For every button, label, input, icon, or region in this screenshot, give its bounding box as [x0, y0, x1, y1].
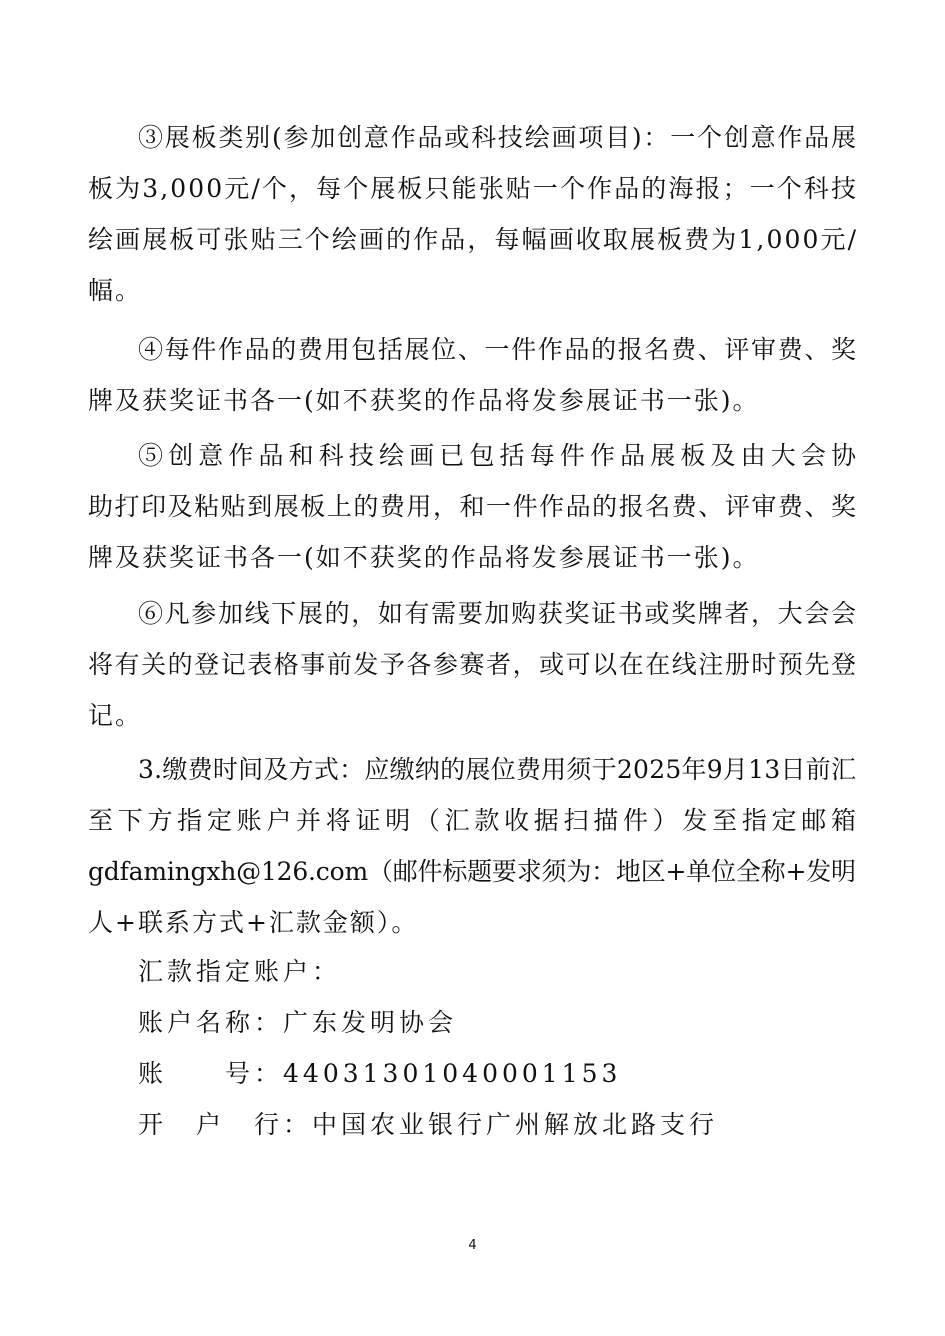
text-line: 至下方指定账户并将证明（汇款收据扫描件）发至指定邮箱 — [88, 806, 861, 835]
paragraph-payment-method — [88, 744, 861, 948]
text-line: ④每件作品的费用包括展位、一件作品的报名费、评审费、奖 — [138, 335, 858, 364]
paragraph-extra-certificates — [88, 588, 858, 741]
text-line: 人+联系方式+汇款金额）。 — [88, 908, 419, 937]
account-heading: 汇款指定账户： — [138, 957, 342, 986]
text-line: ③展板类别(参加创意作品或科技绘画项目)：一个创意作品展 — [138, 123, 858, 152]
text-line: 将有关的登记表格事前发予各参赛者，或可以在在线注册时预先登 — [88, 650, 858, 679]
paragraph-display-board — [88, 112, 858, 316]
page-number: 4 — [468, 1238, 477, 1253]
account-bank-line: 开 户 行：中国农业银行广州解放北路支行 — [138, 1110, 719, 1139]
text-line: 幅。 — [88, 276, 143, 305]
text-line: 记。 — [88, 701, 143, 730]
text-line: gdfamingxh@126.com（邮件标题要求须为：地区+单位全称+发明 — [88, 857, 856, 886]
text-line: 3.缴费时间及方式：应缴纳的展位费用须于2025年9月13日前汇 — [138, 755, 857, 784]
text-line: 绘画展板可张贴三个绘画的作品，每幅画收取展板费为1,000元/ — [88, 225, 859, 254]
account-number-line — [138, 1054, 621, 1090]
text-line: 板为3,000元/个，每个展板只能张贴一个作品的海报；一个科技 — [88, 174, 859, 203]
text-line: 助打印及粘贴到展板上的费用，和一件作品的报名费、评审费、奖 — [88, 492, 858, 521]
paragraph-included-costs — [88, 430, 862, 583]
text-line: ⑤创意作品和科技绘画已包括每件作品展板及由大会协 — [138, 441, 862, 470]
account-number-label: 账 号： — [138, 1059, 284, 1088]
account-name-line: 账户名称：广东发明协会 — [138, 1008, 458, 1037]
paragraph-fee-contents — [88, 324, 858, 426]
text-line: 牌及获奖证书各一(如不获奖的作品将发参展证书一张)。 — [88, 386, 760, 415]
text-line: ⑥凡参加线下展的，如有需要加购获奖证书或奖牌者，大会会 — [138, 599, 858, 628]
text-line: 牌及获奖证书各一(如不获奖的作品将发参展证书一张)。 — [88, 543, 760, 572]
account-number-value: 44031301040001153 — [283, 1059, 622, 1088]
